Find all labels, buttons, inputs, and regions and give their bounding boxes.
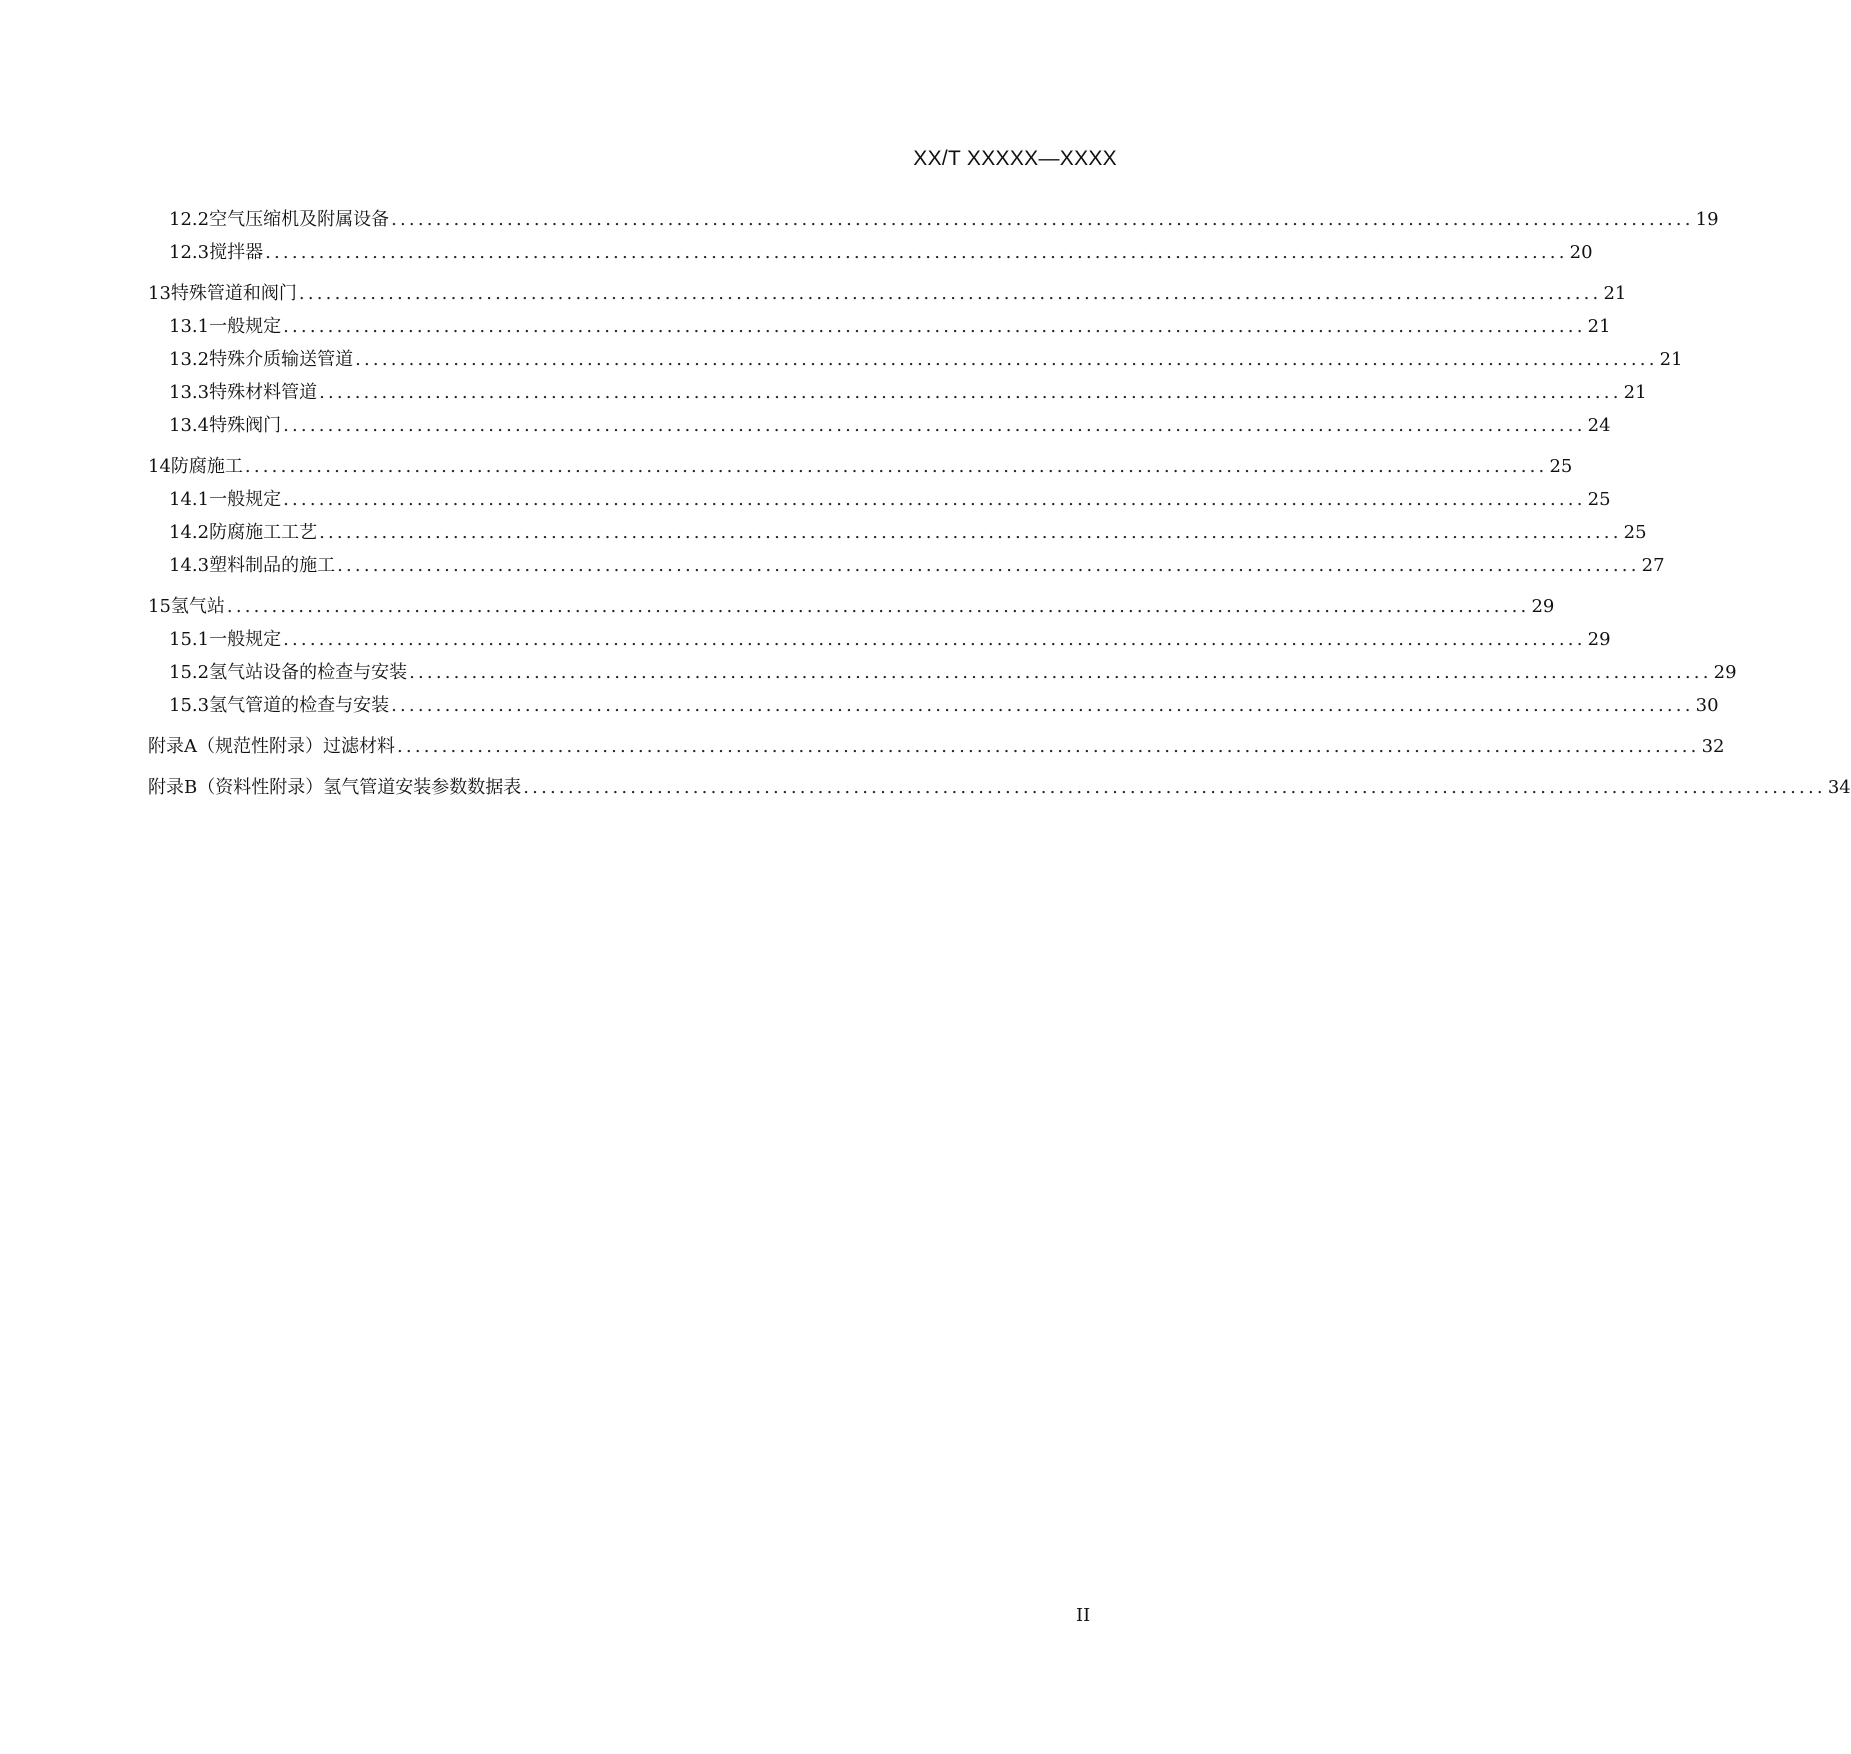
toc-entry-title: 一般规定 (209, 629, 282, 650)
toc-entry-page: 20 (1569, 242, 1593, 263)
toc-entry[interactable] (148, 485, 1611, 518)
toc-entry[interactable] (148, 625, 1611, 658)
toc-entry-page: 27 (1641, 555, 1665, 576)
toc-entry[interactable] (148, 345, 1683, 378)
toc-entry-title: 特殊阀门 (209, 415, 282, 436)
dot-leader: .................................................................................................................................................. (391, 695, 1694, 716)
toc-entry-title: 氢气管道的检查与安装 (209, 695, 390, 716)
toc-entry-title: 搅拌器 (209, 242, 264, 263)
dot-leader: .................................................................................................................................................. (397, 736, 1700, 757)
toc-entry-title: 防腐施工 (170, 456, 243, 477)
toc-entry[interactable] (148, 691, 1719, 724)
toc-entry[interactable] (148, 279, 1627, 312)
dot-leader: .................................................................................................................................................. (337, 555, 1640, 576)
toc-entry-appendix-a[interactable] (148, 732, 1725, 765)
toc-entry-number: 14 (148, 456, 171, 477)
toc-entry-title: 附录A（规范性附录）过滤材料 (148, 736, 395, 757)
dot-leader: .................................................................................................................................................. (523, 777, 1826, 798)
toc-entry-number: 13.1 (169, 316, 210, 337)
toc-entry-number: 15.3 (169, 695, 210, 716)
toc-entry-page: 25 (1587, 489, 1611, 510)
toc-entry[interactable] (148, 205, 1719, 238)
page-number: II (1076, 1605, 1091, 1626)
dot-leader: .................................................................................................................................................. (319, 522, 1622, 543)
toc-entry-number: 14.1 (169, 489, 210, 510)
toc-entry[interactable] (148, 551, 1665, 584)
toc-entry-number: 14.3 (169, 555, 210, 576)
toc-entry-page: 29 (1531, 596, 1555, 617)
toc-entry-page: 21 (1587, 316, 1611, 337)
toc-entry-page: 29 (1587, 629, 1611, 650)
toc-entry-number: 15.2 (169, 662, 210, 683)
toc-entry-title: 特殊介质输送管道 (209, 349, 354, 370)
toc-entry-number: 15 (148, 596, 171, 617)
toc-entry-number: 14.2 (169, 522, 210, 543)
toc-entry[interactable] (148, 592, 1555, 625)
toc-entry[interactable] (148, 378, 1647, 411)
toc-entry-appendix-b[interactable] (148, 773, 1851, 806)
toc-entry[interactable] (148, 411, 1611, 444)
toc-entry-number: 13.3 (169, 382, 210, 403)
toc-entry-number: 12.2 (169, 209, 210, 230)
toc-entry-title: 氢气站设备的检查与安装 (209, 662, 408, 683)
toc-entry-page: 32 (1701, 736, 1725, 757)
dot-leader: .................................................................................................................................................. (283, 415, 1586, 436)
dot-leader: .................................................................................................................................................. (226, 596, 1530, 617)
toc-entry-title: 附录B（资料性附录）氢气管道安装参数数据表 (148, 777, 522, 798)
toc-entry-title: 特殊材料管道 (209, 382, 318, 403)
dot-leader: .................................................................................................................................................. (355, 349, 1658, 370)
toc-entry-title: 氢气站 (170, 596, 225, 617)
toc-entry-title: 防腐施工工艺 (209, 522, 318, 543)
toc-entry-number: 15.1 (169, 629, 210, 650)
toc-entry-number: 13 (148, 283, 171, 304)
dot-leader: .................................................................................................................................................. (391, 209, 1694, 230)
dot-leader: .................................................................................................................................................. (283, 629, 1586, 650)
toc-entry-number: 13.2 (169, 349, 210, 370)
dot-leader: .................................................................................................................................................. (283, 489, 1586, 510)
toc-entry[interactable] (148, 452, 1573, 485)
table-of-contents (148, 205, 1851, 806)
toc-entry-page: 21 (1623, 382, 1647, 403)
toc-entry-page: 21 (1659, 349, 1683, 370)
document-code-header: XX/T XXXXX—XXXX (913, 147, 1117, 170)
toc-entry[interactable] (148, 518, 1647, 551)
dot-leader: .................................................................................................................................................. (265, 242, 1568, 263)
toc-entry[interactable] (148, 238, 1593, 271)
toc-entry-page: 19 (1695, 209, 1719, 230)
toc-entry-title: 空气压缩机及附属设备 (209, 209, 390, 230)
toc-entry-page: 29 (1713, 662, 1737, 683)
toc-entry-page: 25 (1623, 522, 1647, 543)
toc-entry-number: 13.4 (169, 415, 210, 436)
toc-entry-page: 30 (1695, 695, 1719, 716)
toc-entry-title: 特殊管道和阀门 (170, 283, 297, 304)
toc-entry-page: 25 (1549, 456, 1573, 477)
toc-entry[interactable] (148, 658, 1737, 691)
toc-entry-page: 21 (1603, 283, 1627, 304)
toc-entry-number: 12.3 (169, 242, 210, 263)
toc-entry-title: 一般规定 (209, 489, 282, 510)
dot-leader: .................................................................................................................................................. (319, 382, 1622, 403)
dot-leader: .................................................................................................................................................. (244, 456, 1548, 477)
toc-entry[interactable] (148, 312, 1611, 345)
toc-entry-title: 一般规定 (209, 316, 282, 337)
dot-leader: .................................................................................................................................................. (298, 283, 1602, 304)
dot-leader: .................................................................................................................................................. (283, 316, 1586, 337)
toc-entry-title: 塑料制品的施工 (209, 555, 336, 576)
toc-entry-page: 34 (1827, 777, 1851, 798)
dot-leader: .................................................................................................................................................. (409, 662, 1712, 683)
toc-entry-page: 24 (1587, 415, 1611, 436)
